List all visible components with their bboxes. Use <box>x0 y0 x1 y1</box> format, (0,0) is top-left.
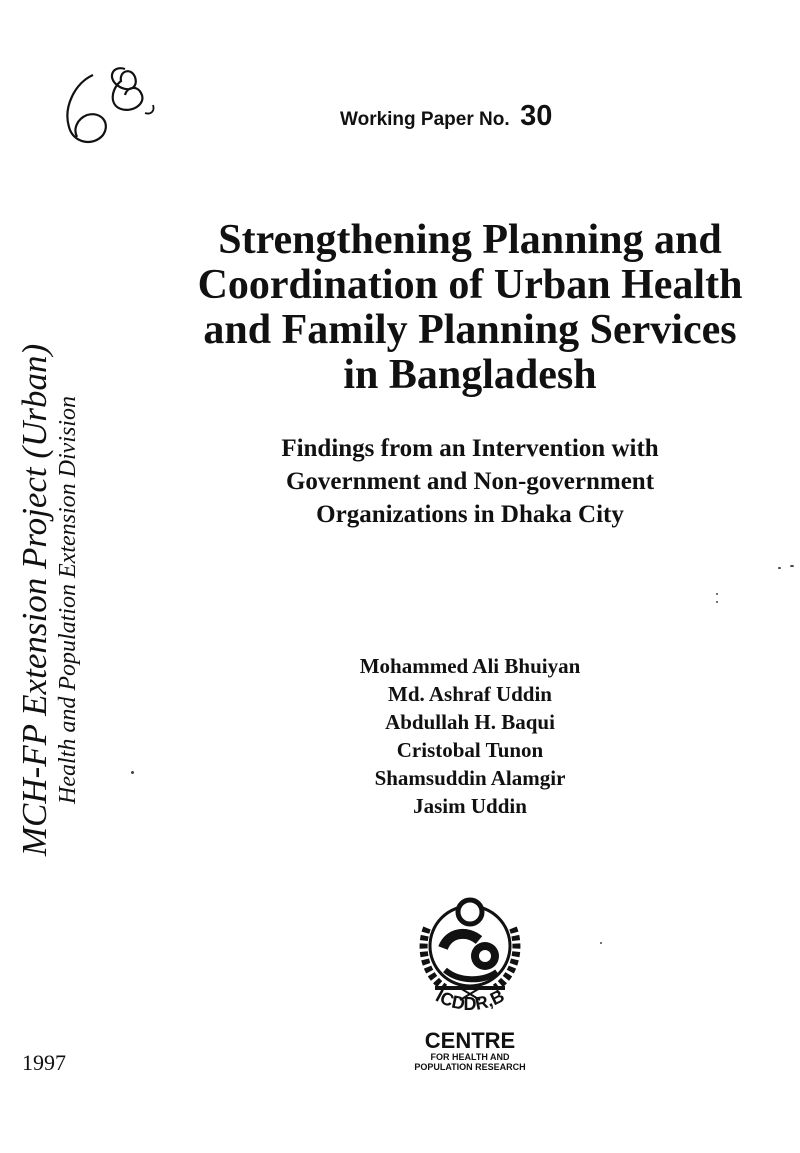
handwritten-note <box>55 55 175 155</box>
author-name: Md. Ashraf Uddin <box>388 682 552 706</box>
publication-year: 1997 <box>22 1050 66 1075</box>
centre-sub-line: POPULATION RESEARCH <box>414 1062 526 1072</box>
icddrb-logo-emblem <box>405 888 535 1028</box>
working-paper-label: Working Paper No. 30 <box>340 100 553 132</box>
scan-speck <box>716 593 718 595</box>
author-name: Shamsuddin Alamgir <box>374 766 566 790</box>
subtitle-line: Findings from an Intervention with <box>281 435 659 462</box>
document-title <box>160 218 780 398</box>
scan-speck <box>778 567 781 569</box>
side-project-title: MCH-FP Extension Project (Urban) <box>15 343 54 857</box>
svg-text:ICDDR,B: ICDDR,B <box>432 985 508 1014</box>
author-name: Jasim Uddin <box>413 794 527 818</box>
scan-speck <box>131 771 134 774</box>
working-paper-number: 30 <box>520 100 553 132</box>
subtitle-line: Organizations in Dhaka City <box>316 501 624 528</box>
centre-name-block <box>400 1030 540 1072</box>
author-name: Abdullah H. Baqui <box>385 710 555 734</box>
centre-sub-line: FOR HEALTH AND <box>430 1052 510 1062</box>
scan-speck <box>600 942 602 944</box>
centre-name: CENTRE <box>424 1028 516 1053</box>
document-subtitle <box>200 432 740 531</box>
title-line: and Family Planning Services <box>203 307 737 353</box>
title-line: Strengthening Planning and <box>218 217 722 263</box>
author-name: Cristobal Tunon <box>396 738 544 762</box>
subtitle-line: Government and Non-government <box>285 468 655 495</box>
side-division-title: Health and Population Extension Division <box>55 396 81 804</box>
author-name: Mohammed Ali Bhuiyan <box>359 654 581 678</box>
scan-speck <box>716 601 718 603</box>
scan-speck <box>790 565 794 567</box>
title-line: Coordination of Urban Health <box>197 262 743 308</box>
title-line: in Bangladesh <box>343 352 597 398</box>
author-list <box>290 652 650 820</box>
